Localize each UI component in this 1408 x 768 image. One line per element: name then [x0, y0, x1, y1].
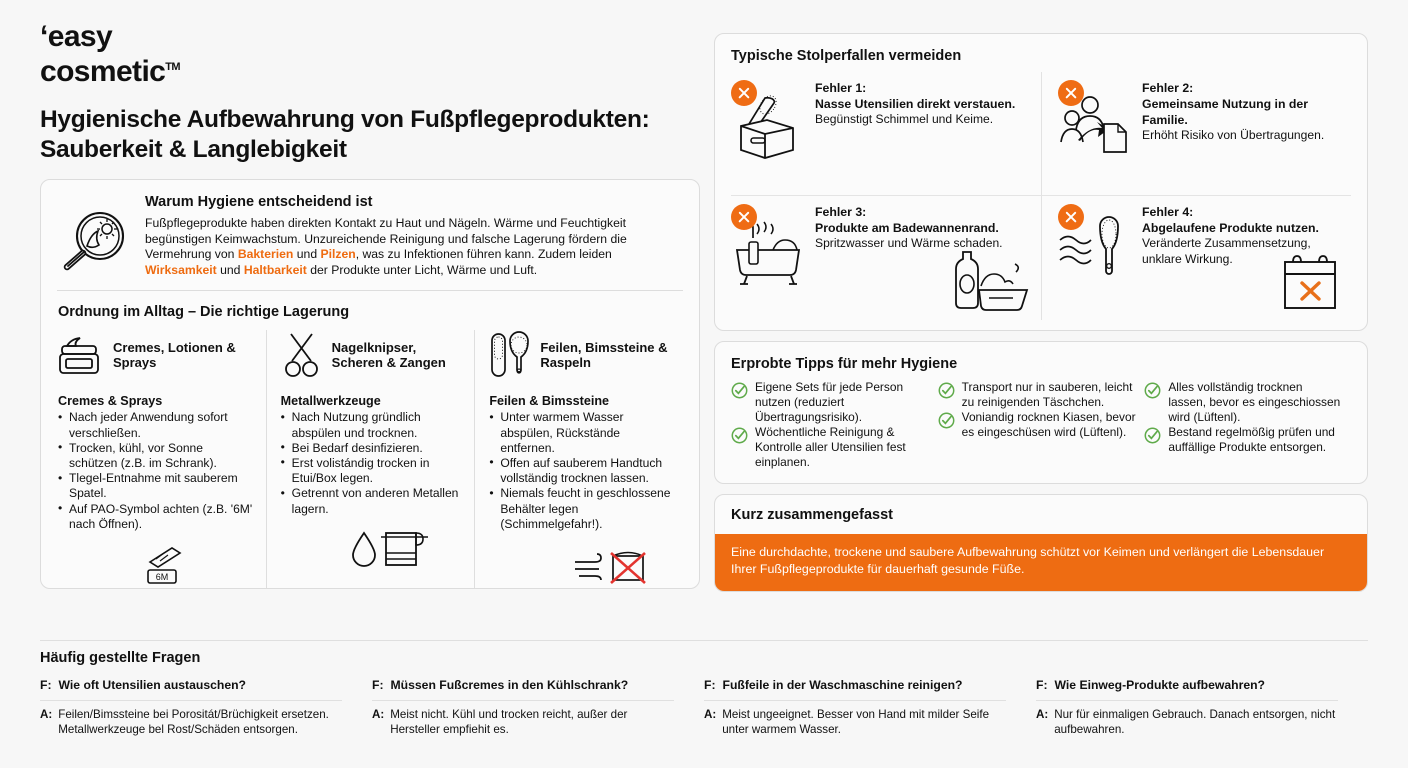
two-people-share-icon — [1058, 80, 1132, 158]
svg-text:6M: 6M — [155, 572, 168, 582]
highlight-term: Pilzen — [320, 247, 356, 262]
storage-column-label: Feilen, Bimssteine & Raspeln — [540, 339, 668, 371]
mistakes-grid — [731, 72, 1351, 320]
faq-answer — [704, 708, 1006, 737]
storage-list-item: • Tlegel-Entnahme mit sauberem Spatel. — [58, 471, 254, 501]
check-circle-icon — [938, 382, 955, 399]
mistake-text — [1142, 80, 1341, 185]
mistake-item — [1041, 72, 1351, 196]
tip-text: Eigene Sets für jede Person nutzen (reduziert Übertragungsrisiko). — [755, 380, 904, 425]
divider — [372, 700, 674, 701]
highlight-term: Wirksamkeit — [145, 262, 217, 277]
divider — [40, 640, 1368, 641]
summary-heading: Kurz zusammengefasst — [731, 506, 893, 523]
mistake-desc: Spritzwasser und Wärme schaden. — [815, 236, 1003, 250]
storage-list-item: • Niemals feucht in geschlossene Behälter legen (Schimmelgefahr!). — [489, 486, 671, 532]
storage-footer-icons — [58, 532, 254, 588]
mistake-title: Gemeinsame Nutzung in der Familie. — [1142, 97, 1309, 127]
faq-question-key: F: — [372, 678, 384, 692]
why-hygiene-text: Fußpflegeprodukte haben direkten Kontakt zu Haut und Nägeln. Wärme und Feuchtigkeit begünstigen Keimwachstum. Unzureichende Reinigung und falsche Lagerung fördern die Vermehrung von Bakterien und Pilzen, was zu Infektionen führen kann. Zudem leiden Wirksamkeit und Haltbarkeit der Produkte unter Licht, Wärme und Luft. — [145, 216, 627, 277]
why-hygiene-heading: Warum Hygiene entscheidend ist — [145, 194, 373, 210]
mistakes-card — [714, 33, 1368, 331]
faq-answer-text: Meist nicht. Kühl und trocken reicht, außer der Hersteller empfiehit es. — [390, 708, 628, 736]
tips-heading: Erprobte Tipps für mehr Hygiene — [731, 356, 958, 372]
check-circle-icon — [1144, 382, 1161, 399]
storage-footer-icons — [281, 517, 463, 573]
tip-text: Alles vollständig trocknen lassen, bevor es eingeschiossen wird (Lüftenl). — [1168, 380, 1341, 425]
faq-question-key: F: — [40, 678, 52, 692]
faq-question-text: Müssen Fußcremes in den Kühlschrank? — [390, 678, 629, 692]
tips-column — [731, 380, 938, 471]
mistake-title: Produkte am Badewannenrand. — [815, 221, 999, 235]
storage-list-item: • Erst volistándig trocken in Etui/Box legen. — [281, 456, 463, 486]
faq-section — [40, 640, 1368, 737]
mistake-desc: Begünstigt Schimmel und Keime. — [815, 112, 994, 126]
storage-footer-icons — [489, 532, 671, 588]
mistake-tag: Fehler 1: — [815, 81, 867, 95]
mistakes-heading: Typische Stolperfallen vermeiden — [731, 48, 962, 64]
summary-band-text: Eine durchdachte, trockene und saubere Aufbewahrung schützt vor Keimen und verlängert die Lebensdauer Ihrer Fußpflegeprodukte für dauerhaft gesunde Füße. — [715, 534, 1367, 591]
tip-item — [1144, 380, 1343, 425]
faq-question-key: F: — [704, 678, 716, 692]
mistake-title: Abgelaufene Produkte nutzen. — [1142, 221, 1319, 235]
foot-files-icon — [489, 331, 531, 379]
mistake-desc: Erhöht Risiko von Übertragungen. — [1142, 128, 1325, 142]
divider — [1036, 700, 1338, 701]
faq-heading: Häufig gestellte Fragen — [40, 650, 201, 666]
faq-question-text: Fußfeile in der Waschmaschine reinigen? — [722, 678, 963, 692]
highlight-term: Bakterien — [237, 247, 294, 262]
bottle-tub-icon — [937, 242, 1033, 314]
check-circle-icon — [731, 427, 748, 444]
page-title: Hygienische Aufbewahrung von Fußpflegeprodukten: Sauberkeit & Langlebigkeit — [40, 106, 650, 163]
tip-item — [731, 425, 930, 470]
mistake-item — [731, 196, 1041, 320]
tips-card — [714, 341, 1368, 484]
check-circle-icon — [731, 382, 748, 399]
faq-answer-key: A: — [372, 708, 385, 721]
mistake-tag: Fehler 4: — [1142, 205, 1194, 219]
faq-columns — [40, 678, 1368, 737]
storage-list-item: • Getrennt von anderen Metallen lagern. — [281, 486, 463, 516]
tip-item — [1144, 425, 1343, 455]
faq-answer — [372, 708, 674, 737]
divider — [40, 700, 342, 701]
check-circle-icon — [938, 412, 955, 429]
mistake-text — [815, 80, 1031, 185]
storage-list-item: • Nach Nutzung gründlich abspülen und trocknen. — [281, 410, 463, 440]
water-drop-towel-icon — [348, 525, 434, 573]
brand-line-2: cosmetic — [40, 55, 166, 88]
scissors-icon — [281, 331, 323, 379]
file-in-box-icon — [731, 80, 805, 158]
faq-answer — [1036, 708, 1338, 737]
storage-list-item: • Trocken, kühl, vor Sonne schützen (z.B. im Schrank). — [58, 441, 254, 471]
faq-answer-key: A: — [704, 708, 717, 721]
mistake-tag: Fehler 3: — [815, 205, 867, 219]
faq-item — [372, 678, 704, 737]
storage-list-item: • Unter warmem Wasser abspülen, Rückstände entfernen. — [489, 410, 671, 456]
pao-6m-icon — [136, 542, 196, 588]
bathtub-steam-icon — [731, 204, 805, 282]
faq-answer-key: A: — [40, 708, 53, 721]
storage-column-files — [474, 330, 683, 588]
faq-question — [40, 678, 342, 693]
tip-text: Wöchentliche Reinigung & Kontrolle aller Utensilien fest einplanen. — [755, 425, 906, 470]
mistake-title: Nasse Utensilien direkt verstauen. — [815, 97, 1016, 111]
trademark-mark: TM — [165, 61, 180, 73]
brand-logo — [40, 22, 700, 87]
storage-column-label: Nagelknipser, Scheren & Zangen — [331, 339, 446, 371]
right-column — [714, 33, 1368, 592]
storage-subheading: Metallwerkzeuge — [280, 394, 381, 409]
faq-question-text: Wie Einweg-Produkte aufbewahren? — [1054, 678, 1266, 692]
storage-column-header — [281, 330, 463, 380]
calendar-x-icon — [1277, 252, 1343, 314]
mistake-tag: Fehler 2: — [1142, 81, 1194, 95]
tip-text: Voniandig rocknen Kiasen, bevor es eingeschüsen wird (Lüftenl). — [961, 410, 1136, 440]
faq-item — [40, 678, 372, 737]
mistake-desc: Veränderte Zusammensetzung, unklare Wirkung. — [1142, 236, 1311, 266]
tip-item — [731, 380, 930, 425]
x-badge-icon — [731, 80, 757, 106]
faq-question — [1036, 678, 1338, 693]
storage-list — [489, 410, 671, 532]
check-circle-icon — [1144, 427, 1161, 444]
why-hygiene-body — [145, 194, 683, 278]
storage-column-header — [58, 330, 254, 380]
storage-column-creams — [57, 330, 266, 588]
faq-answer — [40, 708, 342, 737]
divider — [704, 700, 1006, 701]
tip-text: Transport nur in sauberen, leicht zu reinigenden Täschchen. — [961, 380, 1133, 410]
tip-item — [938, 380, 1137, 410]
storage-heading: Ordnung im Alltag – Die richtige Lagerung — [58, 304, 350, 321]
storage-columns — [57, 330, 683, 588]
storage-list — [58, 410, 254, 532]
summary-card — [714, 494, 1368, 592]
faq-item — [704, 678, 1036, 737]
faq-answer-text: Feilen/Bimssteine bei Porositát/Brüchigkeit ersetzen. Metallwerkzeuge bel Rost/Schäden entsorgen. — [58, 708, 329, 736]
x-badge-icon — [731, 204, 757, 230]
faq-question — [372, 678, 674, 693]
tip-item — [938, 410, 1137, 440]
storage-list — [281, 410, 463, 516]
faq-question — [704, 678, 1006, 693]
brand-line-1: ‘easy — [40, 20, 113, 53]
storage-column-label: Cremes, Lotionen & Sprays — [113, 339, 236, 371]
airflow-no-closed-box-icon — [573, 544, 651, 588]
faq-answer-text: Nur für einmaligen Gebrauch. Danach entsorgen, nicht aufbewahren. — [1054, 708, 1336, 736]
mistake-item — [731, 72, 1041, 196]
cream-jar-icon — [58, 333, 104, 377]
storage-column-header — [489, 330, 671, 380]
storage-list-item: • Bei Bedarf desinfizieren. — [281, 441, 463, 456]
highlight-term: Haltbarkeit — [243, 262, 307, 277]
storage-subheading: Cremes & Sprays — [58, 394, 163, 409]
faq-answer-text: Meist ungeeignet. Besser von Hand mit milder Seife unter warmem Wasser. — [722, 708, 990, 736]
magnifier-germs-icon — [57, 194, 131, 274]
x-badge-icon — [1058, 80, 1084, 106]
left-column — [40, 22, 700, 589]
faq-question-text: Wie oft Utensilien austauschen? — [58, 678, 246, 692]
why-hygiene-row — [57, 194, 683, 278]
file-waves-icon — [1058, 204, 1132, 282]
storage-list-item: • Offen auf sauberem Handtuch vollständig trocknen lassen. — [489, 456, 671, 486]
storage-list-item: • Auf PAO-Symbol achten (z.B. '6M' nach Öffnen). — [58, 502, 254, 532]
faq-answer-key: A: — [1036, 708, 1049, 721]
storage-subheading: Feilen & Bimssteine — [489, 394, 610, 409]
hygiene-storage-card — [40, 179, 700, 589]
storage-column-metal — [266, 330, 475, 588]
mistake-item — [1041, 196, 1351, 320]
tip-text: Bestand regelmößig prüfen und auffällige Produkte entsorgen. — [1168, 425, 1335, 455]
faq-question-key: F: — [1036, 678, 1048, 692]
tips-column — [938, 380, 1145, 471]
storage-list-item: • Nach jeder Anwendung sofort verschließen. — [58, 410, 254, 440]
faq-item — [1036, 678, 1368, 737]
tips-column — [1144, 380, 1351, 471]
tips-columns — [731, 380, 1351, 471]
x-badge-icon — [1058, 204, 1084, 230]
